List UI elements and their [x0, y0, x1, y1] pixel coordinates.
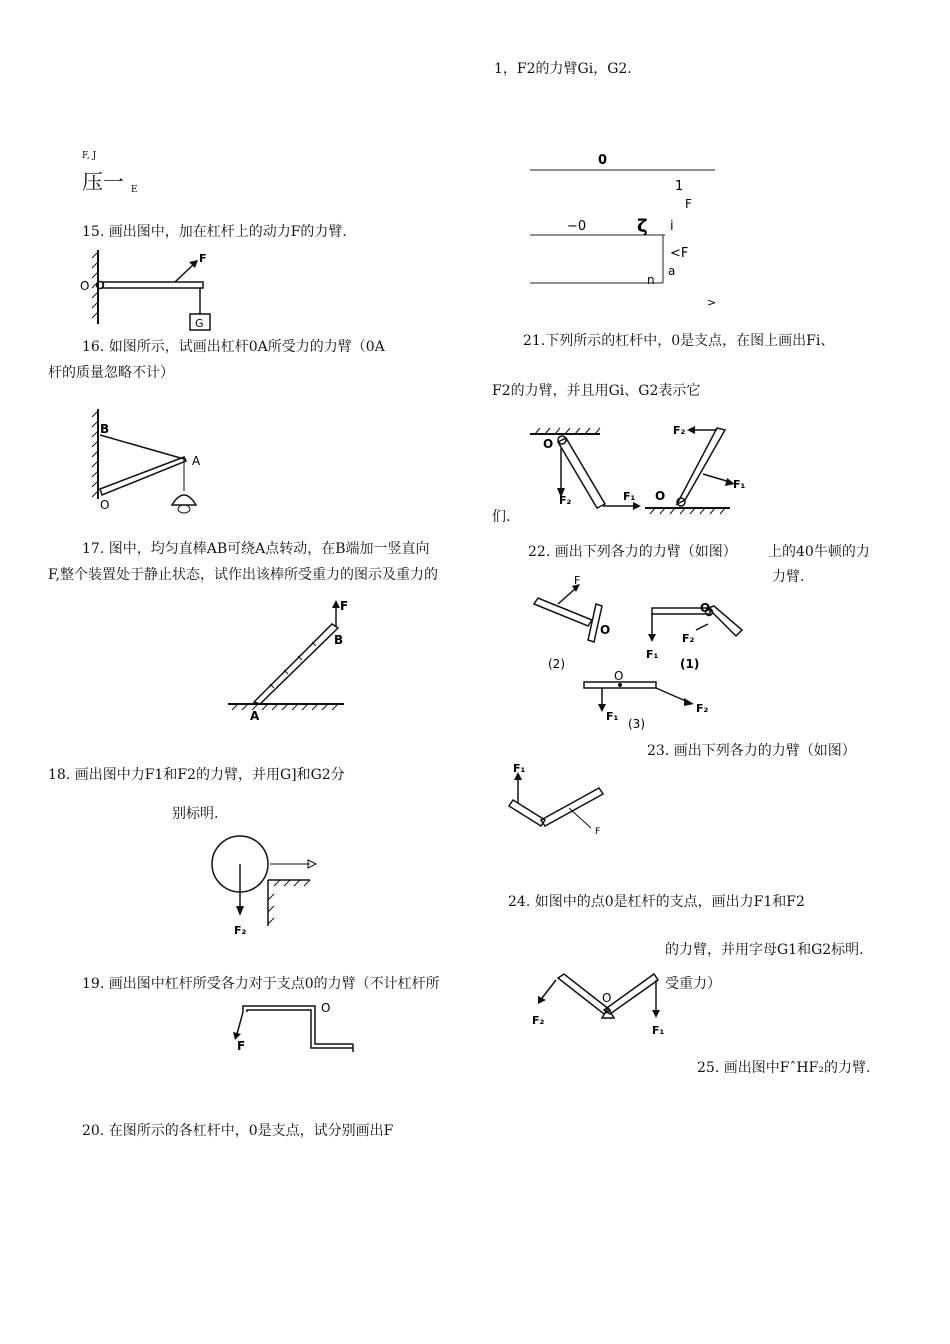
fig22-f1: F₁	[646, 648, 659, 661]
q22-tail1: 上的40牛顿的力	[768, 544, 870, 560]
q24-line2: 的力臂，并用字母G1和G2标明.	[665, 942, 864, 958]
fig23-f: F	[595, 827, 601, 837]
fig24-o: O	[602, 991, 612, 1005]
fig16-a: A	[192, 454, 201, 468]
fig23-f1: F₁	[513, 762, 526, 775]
fig22-f2: F₂	[682, 632, 695, 645]
q17-line2: F,整个装置处于静止状态，试作出该棒所受重力的图示及重力的	[48, 567, 438, 583]
frag-big: 压一	[82, 170, 124, 194]
q18-line2: 别标明.	[172, 806, 219, 822]
q15-text: 15. 画出图中，加在杠杆上的动力F的力臂.	[82, 224, 347, 240]
fig24-f1: F₁	[652, 1024, 665, 1037]
q21-line1: 21.下列所示的杠杆中，0是支点，在图上画出Fi、	[523, 333, 835, 349]
q24-line1: 24. 如图中的点0是杠杆的支点，画出力F1和F2	[508, 894, 805, 910]
fig20-one: 1	[675, 179, 684, 194]
fig21-f2-right: F₂	[673, 424, 686, 437]
fig21-f2-left: F₂	[559, 494, 572, 507]
fig20-minus-o: −0	[567, 219, 587, 234]
q16-line2: 杆的质量忽略不计）	[48, 365, 174, 381]
fig20-f: F	[685, 197, 692, 211]
fig21-f1-left: F₁	[623, 490, 636, 503]
figure-q24	[528, 968, 678, 1040]
figure-q22	[528, 570, 758, 740]
q18-line1: 18. 画出图中力F1和F2的力臂，并用G]和G2分	[48, 767, 345, 783]
fig21-o1: O	[543, 437, 554, 451]
fig17-b: B	[334, 633, 344, 647]
fig18-f2: F₂	[234, 924, 247, 937]
fig22-cap2: (2)	[548, 657, 565, 671]
q20-text: 20. 在图所示的各杠杆中，0是支点，试分别画出F	[82, 1123, 394, 1139]
q17-line1: 17. 图中，均匀直棒AB可绕A点转动，在B端加一竖直向	[82, 541, 430, 557]
fig15-o: O	[80, 279, 90, 293]
fig22-o-b: O	[700, 601, 711, 615]
fig20-lt-f: <F	[670, 246, 689, 261]
fig22-f1-c: F₁	[606, 710, 619, 723]
figure-q15	[80, 248, 220, 334]
fig17-a: A	[250, 709, 260, 723]
frag-sub: E	[131, 185, 138, 195]
q23-text: 23. 画出下列各力的力臂（如图）	[647, 743, 856, 759]
figure-q21	[525, 418, 755, 518]
q21-tail: 们.	[492, 509, 511, 525]
fig20-i: i	[670, 219, 674, 234]
q22-text: 22. 画出下列各力的力臂（如图）	[528, 544, 737, 560]
frag-small: F, J	[82, 151, 97, 161]
fig16-o: O	[100, 498, 110, 512]
figure-q18	[210, 830, 330, 942]
q21-line2: F2的力臂，并且用Gi、G2表示它	[492, 383, 701, 399]
q22-tail2: 力臂.	[772, 569, 805, 585]
fig20-o-top: 0	[598, 153, 608, 168]
fig19-o: O	[321, 1001, 331, 1015]
fig24-f2: F₂	[532, 1014, 545, 1027]
fig17-f: F	[340, 599, 349, 613]
fig22-f: F	[574, 574, 581, 587]
fig15-f: F	[199, 252, 207, 265]
figure-q23	[505, 762, 625, 837]
fig22-o-a: O	[600, 623, 611, 637]
fig22-cap1: (1)	[680, 657, 700, 671]
fig20-n: n	[647, 273, 655, 287]
fig22-f2-c: F₂	[696, 702, 709, 715]
q24-tail: 受重力）	[665, 976, 721, 992]
top-line: 1，F2的力臂Gi，G2.	[494, 61, 632, 77]
figure-q16	[88, 405, 218, 523]
q25-text: 25. 画出图中FˆHF₂的力臂.	[697, 1060, 871, 1076]
fig20-curl: ζ	[637, 216, 648, 237]
fig21-o2: O	[655, 489, 666, 503]
fig22-cap3: (3)	[628, 717, 645, 731]
fig20-arrow: >	[707, 296, 717, 309]
figure-q19	[225, 998, 365, 1056]
fig22-o-c: O	[614, 669, 624, 683]
q16-line1: 16. 如图所示，试画出杠杆0A所受力的力臂（0A	[82, 339, 385, 355]
figure-q17	[226, 596, 356, 726]
q19-text: 19. 画出图中杠杆所受各力对于支点0的力臂（不计杠杆所	[82, 976, 440, 992]
fig20-a: a	[668, 264, 676, 278]
figure-q20	[525, 150, 725, 310]
fig21-f1-right: F₁	[733, 478, 746, 491]
fig19-f: F	[237, 1039, 246, 1053]
fig16-b: B	[100, 422, 110, 436]
fig15-g: G	[195, 317, 204, 330]
